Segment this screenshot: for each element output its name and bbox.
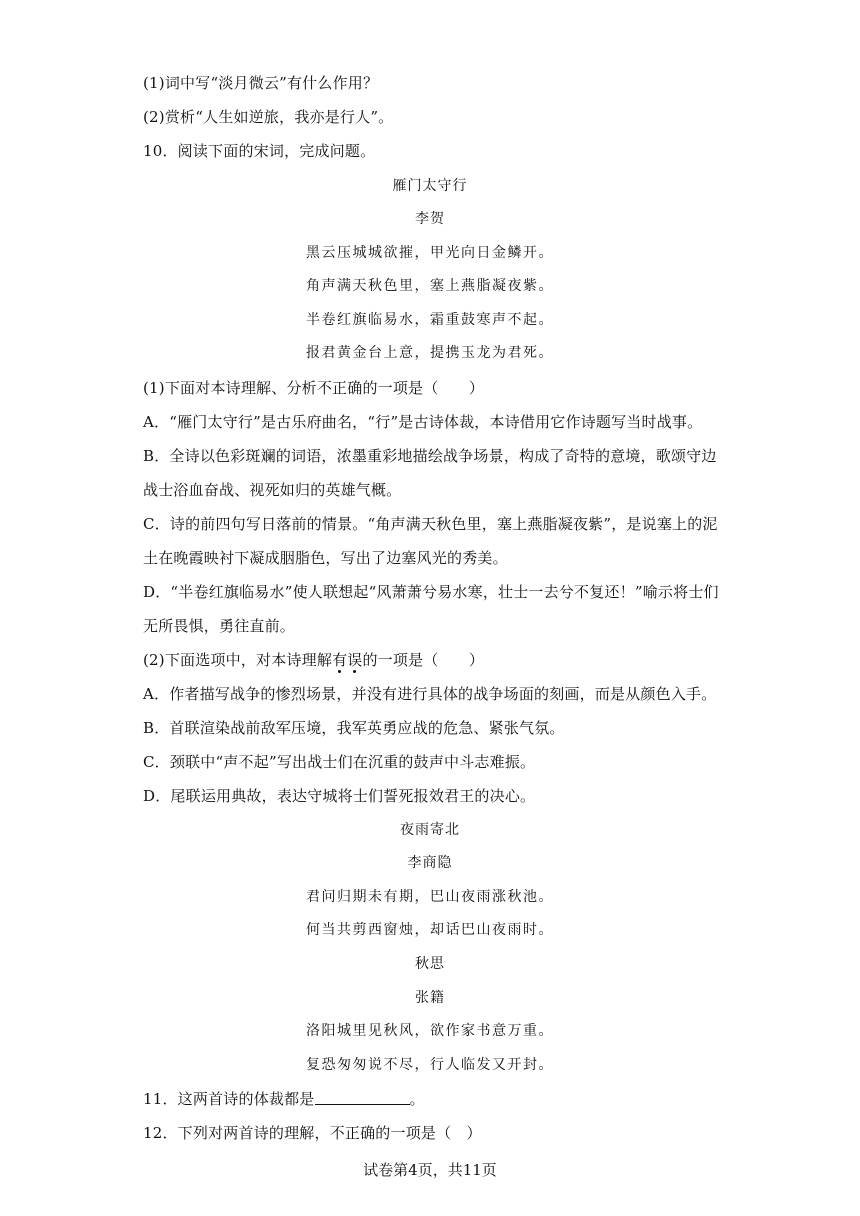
poem2-line: 何当共剪西窗烛，却话巴山夜雨时。 <box>306 922 554 938</box>
question-11-end: 。 <box>409 1090 425 1108</box>
question-12-stem: 12．下列对两首诗的理解，不正确的一项是（ ） <box>143 1124 482 1142</box>
emphasis-char: 误 <box>347 651 363 669</box>
question-9-1: (1)词中写“淡月微云”有什么作用？ <box>143 74 379 92</box>
page-footer: 试卷第4页，共11页 <box>363 1161 497 1179</box>
stem-text: (2)下面选项中，对本诗理解 <box>143 651 333 669</box>
poem-line: 角声满天秋色里，塞上燕脂凝夜紫。 <box>306 278 554 294</box>
poem3-title: 秋思 <box>415 956 445 972</box>
poem-line: 半卷红旗临易水，霜重鼓寒声不起。 <box>306 312 554 328</box>
question-9-2: (2)赏析“人生如逆旅，我亦是行人”。 <box>143 108 394 126</box>
option-a: A．作者描写战争的惨烈场景，并没有进行具体的战争场面的刻画，而是从颜色入手。 <box>143 685 717 703</box>
option-c: C．颈联中“声不起”写出战士们在沉重的鼓声中斗志难振。 <box>143 753 536 771</box>
question-10-stem: 10．阅读下面的宋词，完成问题。 <box>143 142 376 160</box>
option-d: D．尾联运用典故，表达守城将士们誓死报效君王的决心。 <box>143 787 536 805</box>
question-11 <box>143 1089 730 1109</box>
poem-title: 雁门太守行 <box>392 178 468 194</box>
option-d-line2: 无所畏惧，勇往直前。 <box>143 617 296 635</box>
poem2-title: 夜雨寄北 <box>400 822 460 838</box>
option-c-line1: C．诗的前四句写日落前的情景。“角声满天秋色里，塞上燕脂凝夜紫”，是说塞上的泥 <box>143 515 718 533</box>
poem-author: 李贺 <box>415 211 445 227</box>
poem3-line: 复恐匆匆说不尽，行人临发又开封。 <box>306 1057 554 1073</box>
poem3-author: 张籍 <box>415 990 445 1006</box>
subquestion-2-stem <box>143 650 730 670</box>
option-b: B．首联渲染战前敌军压境，我军英勇应战的危急、紧张气氛。 <box>143 719 565 737</box>
stem-text: 的一项是（ ） <box>362 651 485 669</box>
poem2-author: 李商隐 <box>407 855 453 871</box>
poem2-line: 君问归期未有期，巴山夜雨涨秋池。 <box>306 889 554 905</box>
question-11-text: 11．这两首诗的体裁都是 <box>143 1090 315 1108</box>
option-a: A．“雁门太守行”是古乐府曲名，“行”是古诗体裁，本诗借用它作诗题写当时战事。 <box>143 413 703 431</box>
option-b-line1: B．全诗以色彩斑斓的词语，浓墨重彩地描绘战争场景，构成了奇特的意境，歌颂守边 <box>143 447 717 465</box>
poem-line: 黑云压城城欲摧，甲光向日金鳞开。 <box>306 245 554 261</box>
answer-blank[interactable] <box>315 1090 410 1105</box>
option-b-line2: 战士浴血奋战、视死如归的英雄气概。 <box>143 481 402 499</box>
poem-line: 报君黄金台上意，提携玉龙为君死。 <box>306 345 554 361</box>
option-d-line1: D．“半卷红旗临易水”使人联想起“风萧萧兮易水寒，壮士一去兮不复还！”喻示将士们 <box>143 583 719 601</box>
subquestion-1-stem: (1)下面对本诗理解、分析不正确的一项是（ ） <box>143 379 485 397</box>
emphasis-char: 有 <box>332 651 348 669</box>
poem3-line: 洛阳城里见秋风，欲作家书意万重。 <box>306 1023 554 1039</box>
option-c-line2: 土在晚霞映衬下凝成胭脂色，写出了边塞风光的秀美。 <box>143 549 508 567</box>
